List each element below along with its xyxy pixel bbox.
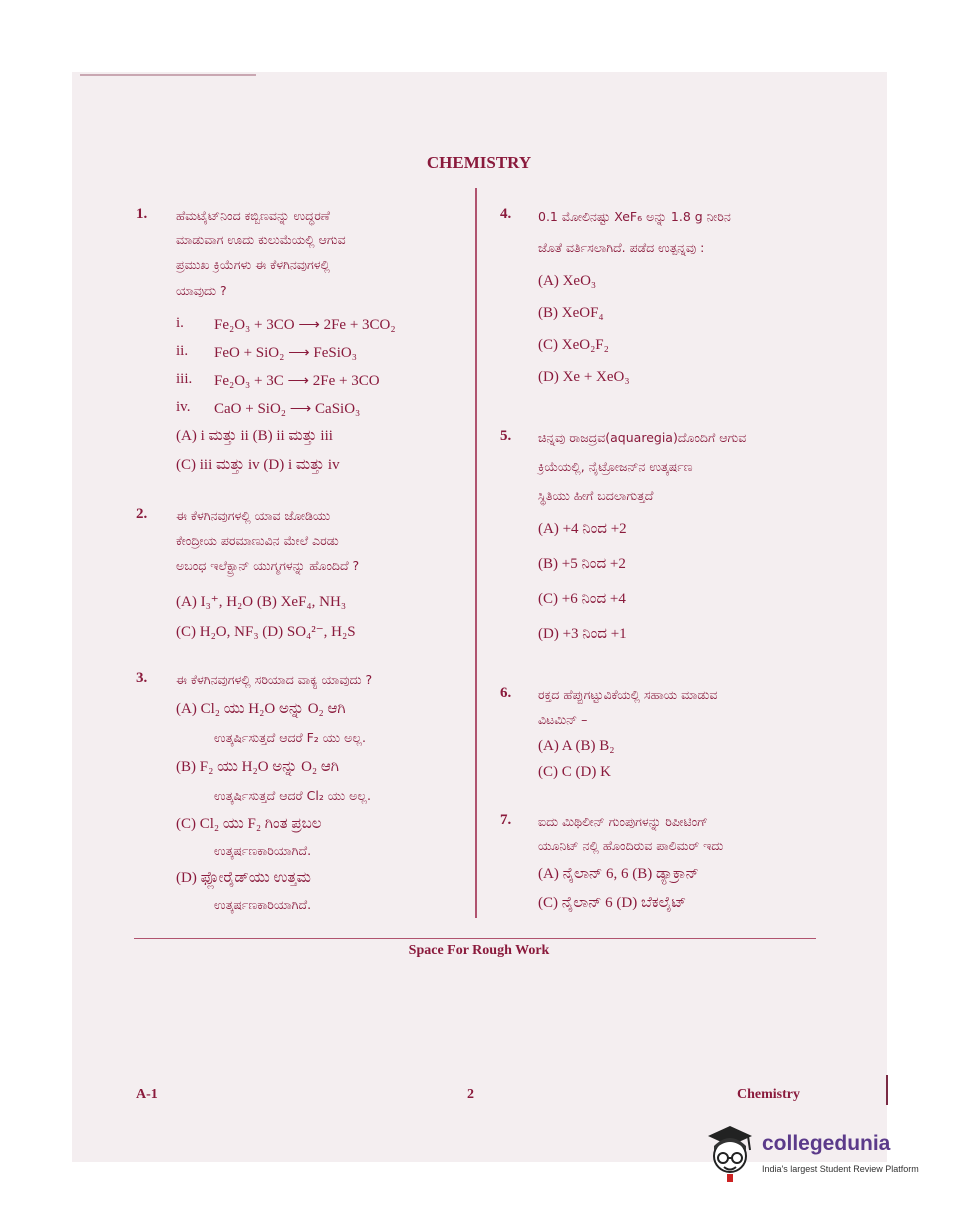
- question-number: 3.: [136, 670, 148, 686]
- rough-work-label: Space For Rough Work: [408, 943, 550, 958]
- question-text: 0.1 ಮೋಲಿನಷ್ಟು XeF₆ ಅನ್ನು 1.8 g ನೀರಿನ: [538, 209, 731, 224]
- question-number: 5.: [500, 428, 512, 444]
- scan-edge-mark: [886, 1075, 888, 1105]
- option-c: (C) +6 ನಿಂದ +4: [538, 591, 626, 607]
- answer-options: (A) A (B) B₂: [538, 738, 615, 754]
- question-text: ಚಿನ್ನವು ರಾಜದ್ರವ(aquaregia)ದೊಂದಿಗೆ ಆಗುವ: [538, 430, 747, 445]
- brand-tagline: India's largest Student Review Platform: [762, 1164, 919, 1174]
- page-number: 2: [467, 1087, 474, 1102]
- answer-options: (C) ನೈಲಾನ್ 6 (D) ಬೆಕಲೈಟ್: [538, 895, 687, 911]
- question-text: ಮಾಡುವಾಗ ಊದು ಕುಲುಮೆಯಲ್ಲಿ ಆಗುವ: [176, 232, 346, 247]
- question-text: ಈ ಕೆಳಗಿನವುಗಳಲ್ಲಿ ಸರಿಯಾದ ವಾಕ್ಯ ಯಾವುದು ?: [176, 672, 373, 687]
- option-a: (A) XeO₃: [538, 273, 597, 289]
- brand-logo: [700, 1120, 930, 1200]
- option-a-cont: ಉತ್ಕರ್ಷಿಸುತ್ತದೆ ಆದರೆ F₂ ಯು ಅಲ್ಲ.: [214, 730, 366, 745]
- question-text: ಹೆಮಟೈಟ್‌ನಿಂದ ಕಬ್ಬಿಣವನ್ನು ಉದ್ಧರಣೆ: [176, 208, 330, 223]
- question-text: ಪ್ರಮುಖ ಕ್ರಿಯೆಗಳು ಈ ಕೆಳಗಿನವುಗಳಲ್ಲಿ: [176, 257, 330, 272]
- option-c: (C) Cl₂ ಯು F₂ ಗಿಂತ ಪ್ರಬಲ: [176, 816, 322, 832]
- question-number: 7.: [500, 812, 512, 828]
- answer-options: (C) C (D) K: [538, 764, 611, 780]
- option-c-cont: ಉತ್ಕರ್ಷಣಕಾರಿಯಾಗಿದೆ.: [214, 843, 312, 858]
- option-b-cont: ಉತ್ಕರ್ಷಿಸುತ್ತದೆ ಆದರೆ Cl₂ ಯು ಅಲ್ಲ.: [214, 788, 371, 803]
- option-d-cont: ಉತ್ಕರ್ಷಣಕಾರಿಯಾಗಿದೆ.: [214, 897, 312, 912]
- reaction-number: iv.: [176, 399, 191, 415]
- question-text: ವಿಟಮಿನ್ –: [538, 712, 588, 727]
- reaction-equation: Fe₂O₃ + 3C ⟶ 2Fe + 3CO: [214, 373, 380, 389]
- reaction-equation: FeO + SiO₂ ⟶ FeSiO₃: [214, 345, 357, 361]
- option-d: (D) Xe + XeO₃: [538, 369, 630, 385]
- question-number: 4.: [500, 206, 512, 222]
- subject-label: Chemistry: [737, 1087, 800, 1102]
- question-text: ಸ್ಥಿತಿಯು ಹೀಗೆ ಬದಲಾಗುತ್ತದೆ: [538, 488, 654, 503]
- reaction-equation: Fe₂O₃ + 3CO ⟶ 2Fe + 3CO₂: [214, 317, 396, 333]
- question-text: ಅಬಂಧ ಇಲೆಕ್ಟ್ರಾನ್ ಯುಗ್ಮಗಳನ್ನು ಹೊಂದಿದೆ ?: [176, 558, 360, 573]
- question-text: ಐದು ಮಿಥಿಲೀನ್ ಗುಂಪುಗಳನ್ನು ರಿಪೀಟಿಂಗ್: [538, 814, 708, 829]
- answer-options: (C) iii ಮತ್ತು iv (D) i ಮತ್ತು iv: [176, 457, 340, 473]
- option-d: (D) ಫ್ಲೋರೈಡ್‌ಯು ಉತ್ತಮ: [176, 870, 311, 886]
- reaction-number: iii.: [176, 371, 193, 387]
- section-divider: [134, 938, 816, 939]
- option-d: (D) +3 ನಿಂದ +1: [538, 626, 627, 642]
- booklet-code: A-1: [136, 1087, 158, 1102]
- option-a: (A) +4 ನಿಂದ +2: [538, 521, 627, 537]
- option-b: (B) XeOF₄: [538, 305, 604, 321]
- question-number: 1.: [136, 206, 148, 222]
- question-text: ಯಾವುದು ?: [176, 283, 227, 298]
- option-a: (A) Cl₂ ಯು H₂O ಅನ್ನು O₂ ಆಗಿ: [176, 701, 346, 717]
- reaction-equation: CaO + SiO₂ ⟶ CaSiO₃: [214, 401, 361, 417]
- option-b: (B) F₂ ಯು H₂O ಅನ್ನು O₂ ಆಗಿ: [176, 759, 339, 775]
- column-divider: [475, 188, 477, 918]
- question-text: ಕ್ರಿಯೆಯಲ್ಲಿ, ನೈಟ್ರೋಜನ್‌ನ ಉತ್ಕರ್ಷಣ: [538, 459, 693, 474]
- question-text: ಈ ಕೆಳಗಿನವುಗಳಲ್ಲಿ ಯಾವ ಜೋಡಿಯು: [176, 508, 331, 523]
- question-text: ರಕ್ತದ ಹೆಪ್ಪುಗಟ್ಟುವಿಕೆಯಲ್ಲಿ ಸಹಾಯ ಮಾಡುವ: [538, 687, 718, 702]
- brand-name: collegedunia: [762, 1132, 891, 1155]
- option-c: (C) XeO₂F₂: [538, 337, 609, 353]
- student-mascot-icon: [700, 1120, 760, 1190]
- reaction-number: ii.: [176, 343, 189, 359]
- answer-options: (A) i ಮತ್ತು ii (B) ii ಮತ್ತು iii: [176, 428, 333, 444]
- question-text: ಯೂನಿಟ್ ನಲ್ಲಿ ಹೊಂದಿರುವ ಪಾಲಿಮರ್ ಇದು: [538, 838, 724, 853]
- question-text: ಜೊತೆ ವರ್ತಿಸಲಾಗಿದೆ. ಪಡೆದ ಉತ್ಪನ್ನವು :: [538, 240, 705, 255]
- answer-options: (C) H₂O, NF₃ (D) SO₄²⁻, H₂S: [176, 624, 356, 640]
- answer-options: (A) I₃⁺, H₂O (B) XeF₄, NH₃: [176, 594, 347, 610]
- scan-edge-line: [80, 74, 880, 76]
- question-number: 6.: [500, 685, 512, 701]
- answer-options: (A) ನೈಲಾನ್ 6, 6 (B) ಡ್ಯಾಕ್ರಾನ್: [538, 866, 699, 882]
- reaction-number: i.: [176, 315, 184, 331]
- question-text: ಕೇಂದ್ರೀಯ ಪರಮಾಣುವಿನ ಮೇಲೆ ಎರಡು: [176, 533, 339, 548]
- page-title: CHEMISTRY: [426, 153, 532, 172]
- option-b: (B) +5 ನಿಂದ +2: [538, 556, 626, 572]
- question-number: 2.: [136, 506, 148, 522]
